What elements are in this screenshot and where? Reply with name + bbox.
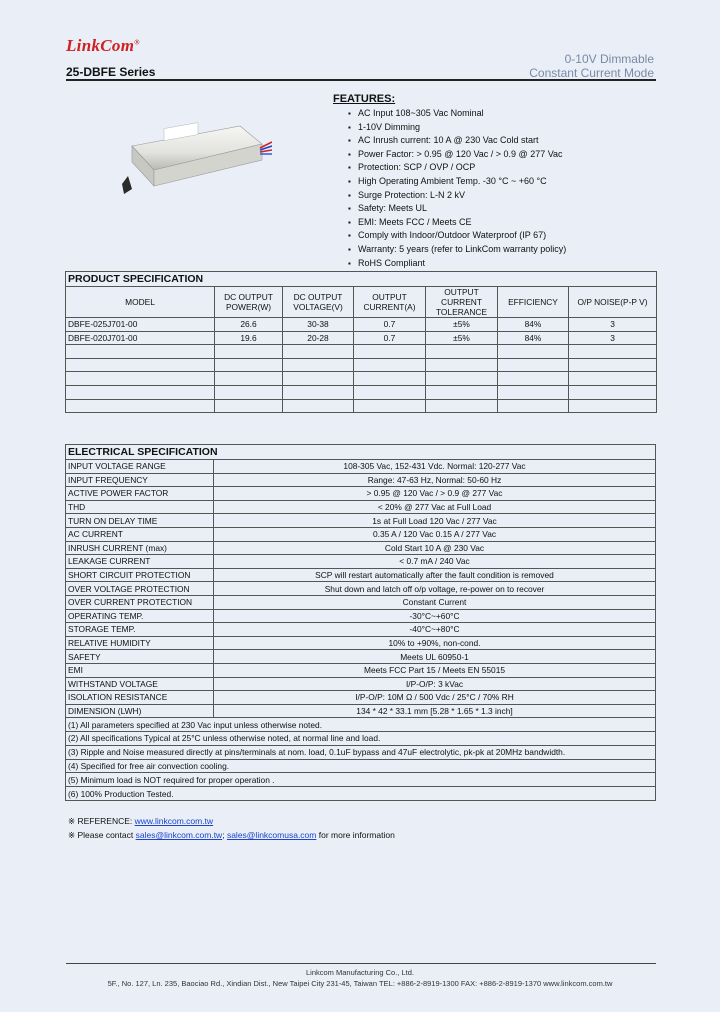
- table-cell: [283, 385, 354, 399]
- table-cell: [283, 345, 354, 359]
- model-cell: [66, 358, 215, 372]
- parameter-label: RELATIVE HUMIDITY: [66, 636, 214, 650]
- contact-line: [68, 828, 395, 842]
- model-cell: [66, 399, 215, 413]
- product-spec-body: [66, 318, 657, 413]
- table-cell: [283, 372, 354, 386]
- sales-email-usa-link[interactable]: sales@linkcomusa.com: [226, 830, 317, 840]
- table-row: [66, 331, 657, 345]
- table-row: [66, 541, 656, 555]
- product-spec-table: [65, 271, 657, 413]
- feature-item: ▪ Comply with Indoor/Outdoor Waterproof (IP 67): [358, 229, 566, 243]
- table-cell: [426, 399, 498, 413]
- feature-item: ▪ Protection: SCP / OVP / OCP: [358, 161, 566, 175]
- parameter-value: Meets UL 60950-1: [214, 650, 656, 664]
- parameter-value: 108-305 Vac, 152-431 Vdc. Normal: 120-277 Vac: [214, 460, 656, 474]
- table-cell: 84%: [498, 318, 569, 332]
- table-cell: 0.7: [354, 318, 426, 332]
- feature-item: ▪ RoHS Compliant: [358, 257, 566, 271]
- parameter-value: -40°C~+80°C: [214, 623, 656, 637]
- features-list: [358, 107, 566, 270]
- table-row: [66, 609, 656, 623]
- parameter-value: < 20% @ 277 Vac at Full Load: [214, 500, 656, 514]
- table-cell: [215, 399, 283, 413]
- table-cell: 3: [569, 318, 657, 332]
- table-cell: [426, 345, 498, 359]
- table-cell: 26.6: [215, 318, 283, 332]
- website-link[interactable]: www.linkcom.com.tw: [134, 816, 214, 826]
- note-row: [66, 759, 656, 773]
- table-row: [66, 704, 656, 718]
- table-cell: 20-28: [283, 331, 354, 345]
- model-cell: DBFE-020J701-00: [66, 331, 215, 345]
- model-cell: [66, 372, 215, 386]
- parameter-value: 1s at Full Load 120 Vac / 277 Vac: [214, 514, 656, 528]
- footer-company: Linkcom Manufacturing Co., Ltd.: [306, 968, 414, 977]
- product-spec-title: PRODUCT SPECIFICATION: [66, 272, 657, 287]
- model-cell: [66, 385, 215, 399]
- electrical-spec-body: [66, 460, 656, 718]
- column-header: MODEL: [66, 287, 215, 318]
- feature-item: ▪ EMI: Meets FCC / Meets CE: [358, 216, 566, 230]
- parameter-label: INRUSH CURRENT (max): [66, 541, 214, 555]
- table-cell: 3: [569, 331, 657, 345]
- table-row: [66, 650, 656, 664]
- table-cell: [498, 399, 569, 413]
- parameter-label: DIMENSION (LWH): [66, 704, 214, 718]
- parameter-label: AC CURRENT: [66, 527, 214, 541]
- table-row: [66, 500, 656, 514]
- table-cell: 0.7: [354, 331, 426, 345]
- table-row: [66, 345, 657, 359]
- product-spec-header-row: [66, 287, 657, 318]
- parameter-label: STORAGE TEMP.: [66, 623, 214, 637]
- column-header: DC OUTPUT VOLTAGE(V): [283, 287, 354, 318]
- table-cell: [498, 385, 569, 399]
- parameter-value: Range: 47-63 Hz, Normal: 50-60 Hz: [214, 473, 656, 487]
- parameter-label: OVER VOLTAGE PROTECTION: [66, 582, 214, 596]
- parameter-value: < 0.7 mA / 240 Vac: [214, 555, 656, 569]
- table-row: [66, 582, 656, 596]
- feature-item: ▪ Power Factor: > 0.95 @ 120 Vac / > 0.9 @ 277 Vac: [358, 148, 566, 162]
- table-cell: [569, 358, 657, 372]
- feature-item: ▪ AC Inrush current: 10 A @ 230 Vac Cold start: [358, 134, 566, 148]
- table-row: [66, 318, 657, 332]
- table-cell: [215, 345, 283, 359]
- table-cell: ±5%: [426, 318, 498, 332]
- note-row: [66, 745, 656, 759]
- table-row: [66, 595, 656, 609]
- mode-label: Constant Current Mode: [529, 66, 654, 80]
- table-row: [66, 460, 656, 474]
- table-row: [66, 568, 656, 582]
- sales-email-tw-link[interactable]: sales@linkcom.com.tw: [135, 830, 223, 840]
- reference-line: [68, 814, 395, 828]
- table-cell: [283, 358, 354, 372]
- table-cell: [215, 372, 283, 386]
- electrical-spec-title: ELECTRICAL SPECIFICATION: [66, 445, 656, 460]
- parameter-label: OVER CURRENT PROTECTION: [66, 595, 214, 609]
- table-cell: 19.6: [215, 331, 283, 345]
- contact-label: ※ Please contact: [68, 830, 134, 840]
- note-text: (5) Minimum load is NOT required for proper operation .: [66, 773, 656, 787]
- note-row: [66, 787, 656, 801]
- note-text: (3) Ripple and Noise measured directly at pins/terminals at nom. load, 0.1uF bypass and 47uF electrolytic, pk-pk at 20MHz bandwidth.: [66, 745, 656, 759]
- table-cell: [354, 399, 426, 413]
- table-cell: [498, 358, 569, 372]
- table-cell: [426, 358, 498, 372]
- model-cell: DBFE-025J701-00: [66, 318, 215, 332]
- parameter-label: SHORT CIRCUIT PROTECTION: [66, 568, 214, 582]
- parameter-label: ACTIVE POWER FACTOR: [66, 487, 214, 501]
- header-divider: [66, 79, 656, 81]
- feature-item: ▪ Surge Protection: L-N 2 kV: [358, 189, 566, 203]
- column-header: OUTPUT CURRENT TOLERANCE: [426, 287, 498, 318]
- parameter-value: 0.35 A / 120 Vac 0.15 A / 277 Vac: [214, 527, 656, 541]
- table-cell: [569, 345, 657, 359]
- table-cell: [569, 385, 657, 399]
- led-driver-product-image: [122, 116, 272, 208]
- parameter-label: TURN ON DELAY TIME: [66, 514, 214, 528]
- parameter-value: Constant Current: [214, 595, 656, 609]
- parameter-value: I/P-O/P: 3 kVac: [214, 677, 656, 691]
- table-row: [66, 372, 657, 386]
- table-row: [66, 691, 656, 705]
- table-cell: [354, 372, 426, 386]
- table-cell: [569, 372, 657, 386]
- column-header: EFFICIENCY: [498, 287, 569, 318]
- table-row: [66, 636, 656, 650]
- parameter-value: Cold Start 10 A @ 230 Vac: [214, 541, 656, 555]
- table-row: [66, 623, 656, 637]
- table-row: [66, 358, 657, 372]
- note-row: [66, 732, 656, 746]
- electrical-spec-table: [65, 444, 656, 801]
- parameter-label: OPERATING TEMP.: [66, 609, 214, 623]
- parameter-value: SCP will restart automatically after the fault condition is removed: [214, 568, 656, 582]
- spec-notes: [66, 718, 656, 801]
- model-cell: [66, 345, 215, 359]
- column-header: OUTPUT CURRENT(A): [354, 287, 426, 318]
- note-text: (2) All specifications Typical at 25°C unless otherwise noted, at normal line and load.: [66, 732, 656, 746]
- footer: [0, 967, 720, 989]
- note-text: (1) All parameters specified at 230 Vac input unless otherwise noted.: [66, 718, 656, 732]
- contact-separator: ;: [222, 830, 225, 840]
- note-text: (4) Specified for free air convection cooling.: [66, 759, 656, 773]
- table-cell: [498, 372, 569, 386]
- footer-divider: [66, 963, 656, 964]
- table-row: [66, 487, 656, 501]
- feature-item: ▪ AC Input 108~305 Vac Nominal: [358, 107, 566, 121]
- note-row: [66, 718, 656, 732]
- table-row: [66, 514, 656, 528]
- parameter-value: 134 * 42 * 33.1 mm [5.28 * 1.65 * 1.3 inch]: [214, 704, 656, 718]
- table-row: [66, 473, 656, 487]
- feature-item: ▪ Warranty: 5 years (refer to LinkCom warranty policy): [358, 243, 566, 257]
- parameter-label: SAFETY: [66, 650, 214, 664]
- parameter-label: THD: [66, 500, 214, 514]
- table-cell: [215, 385, 283, 399]
- note-text: (6) 100% Production Tested.: [66, 787, 656, 801]
- parameter-value: Shut down and latch off o/p voltage, re-power on to recover: [214, 582, 656, 596]
- table-row: [66, 527, 656, 541]
- table-cell: [426, 372, 498, 386]
- table-cell: [426, 385, 498, 399]
- parameter-value: Meets FCC Part 15 / Meets EN 55015: [214, 663, 656, 677]
- series-title: 25-DBFE Series: [66, 65, 156, 79]
- feature-item: ▪ High Operating Ambient Temp. -30 °C ~ +60 °C: [358, 175, 566, 189]
- table-cell: 30-38: [283, 318, 354, 332]
- parameter-label: INPUT VOLTAGE RANGE: [66, 460, 214, 474]
- parameter-value: 10% to +90%, non-cond.: [214, 636, 656, 650]
- features-title: FEATURES:: [333, 93, 396, 105]
- table-cell: [569, 399, 657, 413]
- table-cell: [354, 358, 426, 372]
- column-header: O/P NOISE(P-P V): [569, 287, 657, 318]
- table-row: [66, 677, 656, 691]
- parameter-value: > 0.95 @ 120 Vac / > 0.9 @ 277 Vac: [214, 487, 656, 501]
- table-cell: 84%: [498, 331, 569, 345]
- dimmable-label: 0-10V Dimmable: [564, 52, 654, 66]
- parameter-label: LEAKAGE CURRENT: [66, 555, 214, 569]
- parameter-label: WITHSTAND VOLTAGE: [66, 677, 214, 691]
- table-row: [66, 385, 657, 399]
- table-cell: [354, 385, 426, 399]
- feature-item: ▪ 1-10V Dimming: [358, 121, 566, 135]
- table-row: [66, 399, 657, 413]
- footer-address: 5F., No. 127, Ln. 235, Baociao Rd., Xindian Dist., New Taipei City 231-45, Taiwan TEL: +886-2-8919-1300 FAX: +886-2-8919-1370 www.linkcom.com.tw: [107, 979, 613, 988]
- parameter-label: ISOLATION RESISTANCE: [66, 691, 214, 705]
- table-cell: [283, 399, 354, 413]
- table-cell: [354, 345, 426, 359]
- reference-block: [68, 814, 395, 842]
- table-cell: [498, 345, 569, 359]
- reference-label: ※ REFERENCE:: [68, 816, 133, 826]
- product-mode-title: [529, 52, 654, 80]
- table-cell: ±5%: [426, 331, 498, 345]
- parameter-value: I/P-O/P: 10M Ω / 500 Vdc / 25°C / 70% RH: [214, 691, 656, 705]
- parameter-value: -30°C~+60°C: [214, 609, 656, 623]
- parameter-label: INPUT FREQUENCY: [66, 473, 214, 487]
- contact-suffix: for more information: [318, 830, 395, 840]
- linkcom-logo: LinkCom®: [66, 36, 140, 55]
- feature-item: ▪ Safety: Meets UL: [358, 202, 566, 216]
- table-cell: [215, 358, 283, 372]
- table-row: [66, 555, 656, 569]
- table-row: [66, 663, 656, 677]
- column-header: DC OUTPUT POWER(W): [215, 287, 283, 318]
- parameter-label: EMI: [66, 663, 214, 677]
- note-row: [66, 773, 656, 787]
